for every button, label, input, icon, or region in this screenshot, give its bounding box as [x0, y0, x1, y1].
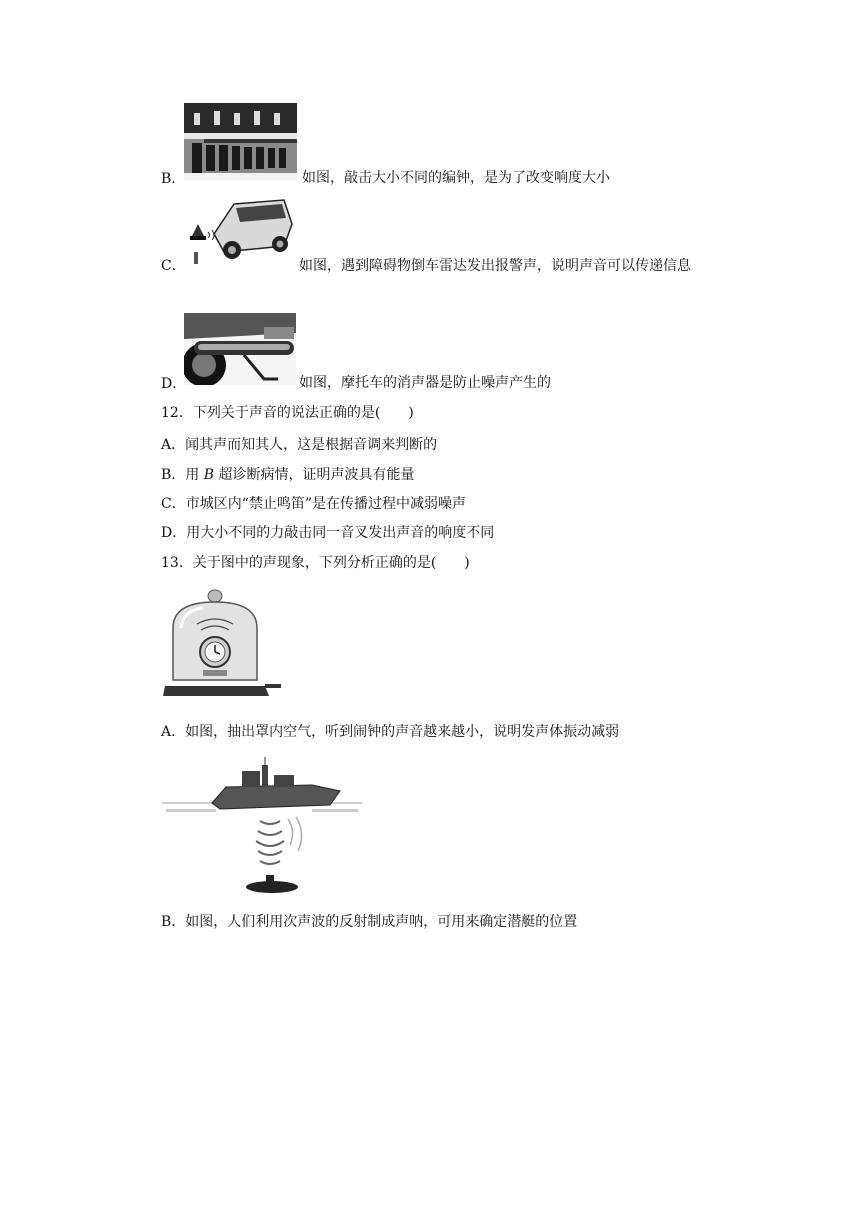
q11-option-b-label: B． [161, 171, 186, 187]
q11-option-d-label: D． [161, 376, 187, 392]
q11-option-d-text: 如图，摩托车的消声器是防止噪声产生的 [299, 375, 551, 391]
bianzhong-image [184, 103, 297, 181]
q13-option-a: A．如图，抽出罩内空气，听到闹钟的声音越来越小，说明发声体振动减弱 [161, 724, 620, 740]
q11-option-c-text: 如图，遇到障碍物倒车雷达发出报警声，说明声音可以传递信息 [299, 258, 691, 274]
q12-option-d: D．用大小不同的力敲击同一音叉发出声音的响度不同 [161, 525, 495, 541]
q12-option-b-prefix: B．用 [161, 467, 204, 483]
q12-option-a: A．闻其声而知其人，这是根据音调来判断的 [161, 437, 438, 453]
q13-stem: 13．关于图中的声现象，下列分析正确的是( ) [161, 555, 470, 571]
q12-option-c: C．市城区内“禁止鸣笛”是在传播过程中减弱噪声 [161, 496, 467, 512]
q11-option-b-text: 如图，敲击大小不同的编钟，是为了改变响度大小 [302, 170, 610, 186]
car-radar-image [184, 194, 295, 268]
q12-option-b-italic-letter: B [203, 467, 215, 483]
sonar-ship-submarine-image [162, 755, 362, 899]
q11-option-c-label: C． [161, 258, 186, 274]
q12-option-b [161, 466, 415, 484]
q12-option-b-suffix: 超诊断病情，证明声波具有能量 [214, 467, 415, 483]
motorcycle-muffler-image [184, 313, 296, 385]
q13-option-b: B．如图，人们利用次声波的反射制成声呐，可用来确定潜艇的位置 [161, 914, 578, 930]
q12-stem: 12．下列关于声音的说法正确的是( ) [161, 405, 414, 421]
bell-jar-clock-image [163, 588, 283, 704]
